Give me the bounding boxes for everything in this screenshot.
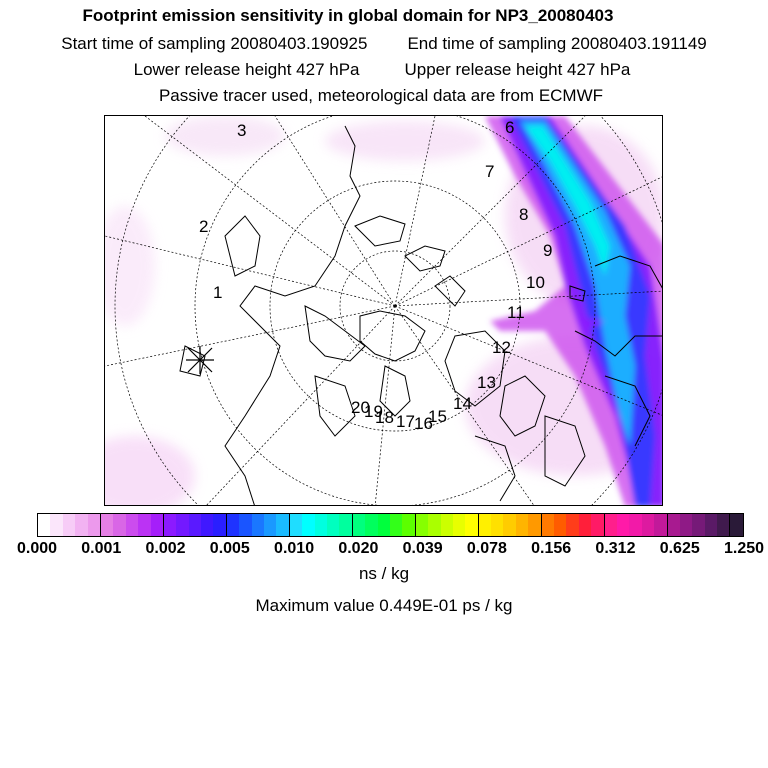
colorbar-segment [264,514,276,536]
colorbar-segment [227,514,239,536]
colorbar-segment [38,514,50,536]
colorbar-segment [668,514,680,536]
maximum-value: Maximum value 0.449E-01 ps / kg [255,596,513,615]
colorbar-tick-label: 0.039 [402,540,443,557]
colorbar-segment [378,514,390,536]
colorbar-segment [75,514,87,536]
colorbar-segment [201,514,213,536]
colorbar-segment [705,514,717,536]
colorbar-segment [542,514,554,536]
colorbar-tick-label: 0.078 [466,540,507,557]
sampling-times [0,34,768,54]
colorbar-segment [730,514,742,536]
colorbar-segment [315,514,327,536]
colorbar-segment [189,514,201,536]
colorbar-segment [629,514,641,536]
colorbar-tick-label: 0.001 [81,540,122,557]
colorbar-segment [566,514,578,536]
colorbar-segment [88,514,101,536]
colorbar-segment [353,514,365,536]
colorbar-segment [441,514,453,536]
time-label-20: 20 [351,398,370,417]
colorbar-segment [339,514,352,536]
colorbar-segment [491,514,503,536]
time-label-7: 7 [485,162,495,181]
map-canvas [105,116,663,506]
colorbar-segment [692,514,704,536]
colorbar-segment [176,514,188,536]
colorbar-segment [416,514,428,536]
colorbar-segment [554,514,566,536]
colorbar-segment [290,514,302,536]
colorbar-segment [101,514,113,536]
time-label-3: 3 [237,121,247,140]
colorbar-segment [465,514,478,536]
colorbar-segment [717,514,730,536]
colorbar-segment [252,514,264,536]
tracer-info: Passive tracer used, meteorological data are from ECMWF [158,86,604,105]
colorbar-segment [164,514,176,536]
colorbar-segment [528,514,541,536]
time-label-18: 18 [375,408,394,427]
time-label-9: 9 [543,241,553,260]
release-heights [0,60,766,80]
upper-release-label: Upper release height 427 hPa [404,60,631,79]
end-time-label: End time of sampling 20080403.191149 [407,34,707,53]
asterisk-icon [186,346,214,374]
time-label-1: 1 [213,283,223,302]
colorbar-segment [503,514,515,536]
time-label-6: 6 [505,118,515,137]
time-label-10: 10 [526,273,545,292]
colorbar-tick-label: 0.005 [209,540,250,557]
start-time-label: Start time of sampling 20080403.190925 [61,34,368,53]
colorbar-segment [617,514,629,536]
colorbar-segment [50,514,62,536]
colorbar-tick-label: 0.312 [595,540,636,557]
time-label-8: 8 [519,205,529,224]
time-label-13: 13 [477,373,496,392]
colorbar-segment [390,514,402,536]
colorbar-segment [113,514,125,536]
colorbar [37,513,744,537]
plot-title: Footprint emission sensitivity in global domain for NP3_20080403 [82,6,614,25]
footprint-map [104,115,663,506]
colorbar-unit: ns / kg [358,564,410,583]
colorbar-segment [591,514,604,536]
colorbar-segment [479,514,491,536]
time-label-2: 2 [199,217,209,236]
colorbar-segment [213,514,226,536]
colorbar-segment [302,514,314,536]
colorbar-tick-label: 1.250 [723,540,765,557]
colorbar-tick-label: 0.000 [16,540,58,557]
colorbar-segment [516,514,528,536]
time-label-11: 11 [507,303,525,322]
colorbar-segment [138,514,150,536]
colorbar-tick-label: 0.010 [274,540,315,557]
colorbar-segment [365,514,377,536]
colorbar-segment [680,514,692,536]
colorbar-segment [654,514,667,536]
colorbar-segment [276,514,289,536]
colorbar-segment [605,514,617,536]
colorbar-segment [402,514,415,536]
colorbar-segment [579,514,591,536]
colorbar-segment [453,514,465,536]
colorbar-segment [126,514,138,536]
time-label-19: 19 [364,402,383,421]
lower-release-label: Lower release height 427 hPa [133,60,360,79]
colorbar-tick-label: 0.020 [338,540,379,557]
time-label-12: 12 [492,338,511,357]
time-label-14: 14 [453,394,472,413]
colorbar-segment [63,514,75,536]
colorbar-segment [327,514,339,536]
colorbar-segment [239,514,251,536]
time-label-16: 16 [414,414,433,433]
colorbar-segment [151,514,164,536]
colorbar-tick-label: 0.002 [145,540,186,557]
colorbar-segment [642,514,654,536]
time-label-15: 15 [428,407,447,426]
colorbar-tick-label: 0.156 [531,540,572,557]
colorbar-segment [428,514,440,536]
time-label-17: 17 [396,412,415,431]
colorbar-tick-label: 0.625 [659,540,700,557]
